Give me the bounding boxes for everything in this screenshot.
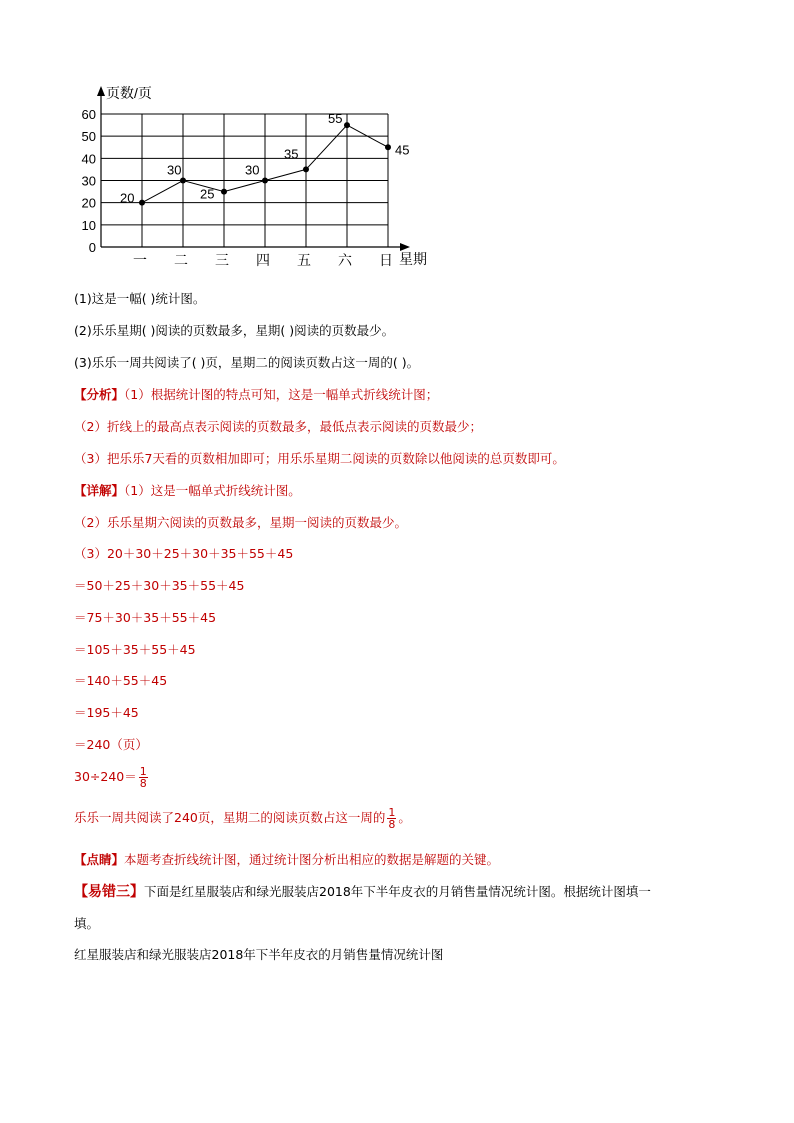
analysis-line-3: （3）把乐乐7天看的页数相加即可；用乐乐星期二阅读的页数除以他阅读的总页数即可。 <box>74 451 565 466</box>
line-chart <box>0 0 794 280</box>
question-3: (3)乐乐一周共阅读了( )页，星期二的阅读页数占这一周的( )。 <box>74 355 420 370</box>
x-tick-label: 六 <box>338 252 352 268</box>
y-tick-label: 10 <box>81 217 96 233</box>
data-label: 55 <box>328 111 343 127</box>
detail-text-1: （1）这是一幅单式折线统计图。 <box>124 483 301 498</box>
y-axis-label: 页数/页 <box>106 85 152 101</box>
y-tick-label: 0 <box>88 240 96 255</box>
data-point <box>180 178 186 184</box>
fraction-denominator: 8 <box>139 777 147 790</box>
analysis-tag: 【分析】 <box>74 387 125 402</box>
data-point <box>139 200 145 206</box>
calc-step: ＝75＋30＋35＋55＋45 <box>74 610 217 625</box>
calc-step: （3）20＋30＋25＋30＋35＋55＋45 <box>74 546 294 561</box>
x-tick-label: 二 <box>174 252 188 268</box>
y-tick-label: 40 <box>81 151 96 167</box>
calc-step: ＝195＋45 <box>74 705 139 720</box>
next-problem-line <box>74 883 651 901</box>
chart-grid <box>101 114 388 247</box>
conclusion-end: 。 <box>398 810 411 825</box>
x-tick-label: 一 <box>133 252 147 268</box>
data-point <box>385 144 391 150</box>
x-tick-label: 四 <box>256 252 270 268</box>
calc-step: ＝140＋55＋45 <box>74 673 168 688</box>
fraction <box>387 807 396 830</box>
x-tick-label: 五 <box>297 252 311 268</box>
detail-line-2: （2）乐乐星期六阅读的页数最多，星期一阅读的页数最少。 <box>74 515 407 530</box>
data-label: 20 <box>120 190 135 206</box>
x-tick-label: 三 <box>215 252 229 268</box>
data-point <box>262 178 268 184</box>
data-label: 30 <box>245 162 260 178</box>
x-tick-labels <box>133 252 393 268</box>
next-problem-line-2: 填。 <box>74 916 100 931</box>
y-tick-label: 50 <box>81 129 96 145</box>
conclusion-line <box>74 807 411 830</box>
division-line <box>74 766 150 789</box>
data-point <box>344 122 350 128</box>
data-label: 45 <box>395 142 410 158</box>
y-tick-labels <box>82 107 96 255</box>
analysis-text-1: （1）根据统计图的特点可知，这是一幅单式折线统计图； <box>124 387 439 402</box>
y-axis-arrow-icon <box>97 86 105 96</box>
fraction-denominator: 8 <box>388 818 396 831</box>
x-tick-label: 日 <box>379 252 393 268</box>
data-label: 35 <box>284 146 299 162</box>
x-axis-arrow-icon <box>400 243 410 251</box>
calc-step: ＝105＋35＋55＋45 <box>74 642 196 657</box>
data-label: 30 <box>167 162 182 178</box>
comment-line <box>74 851 499 869</box>
fraction <box>139 766 148 789</box>
division-text: 30÷240＝ <box>74 769 137 784</box>
fraction-numerator: 1 <box>139 765 147 778</box>
conclusion-text: 乐乐一周共阅读了240页，星期二的阅读页数占这一周的 <box>74 810 386 825</box>
data-point <box>303 166 309 172</box>
chart-caption: 红星服装店和绿光服装店2018年下半年皮衣的月销售量情况统计图 <box>74 947 444 962</box>
calc-step: ＝240（页） <box>74 737 148 752</box>
question-1: (1)这是一幅( )统计图。 <box>74 291 206 306</box>
data-label: 25 <box>200 186 215 202</box>
y-tick-label: 20 <box>81 195 96 211</box>
data-point <box>221 189 227 195</box>
detail-tag: 【详解】 <box>74 483 125 498</box>
x-axis-label: 星期 <box>399 251 427 267</box>
y-tick-label: 60 <box>81 107 96 122</box>
detail-line-1 <box>74 482 301 500</box>
analysis-line-1 <box>74 386 438 404</box>
calc-step: ＝50＋25＋30＋35＋55＋45 <box>74 578 245 593</box>
y-tick-label: 30 <box>81 173 96 189</box>
comment-tag: 【点睛】 <box>74 852 125 867</box>
next-problem-tag: 【易错三】 <box>74 884 144 900</box>
analysis-line-2: （2）折线上的最高点表示阅读的页数最多，最低点表示阅读的页数最少； <box>74 419 482 434</box>
comment-text: 本题考查折线统计图，通过统计图分析出相应的数据是解题的关键。 <box>124 852 500 867</box>
next-problem-text: 下面是红星服装店和绿光服装店2018年下半年皮衣的月销售量情况统计图。根据统计图填一 <box>144 884 651 899</box>
fraction-numerator: 1 <box>388 806 396 819</box>
question-2: (2)乐乐星期( )阅读的页数最多，星期( )阅读的页数最少。 <box>74 323 395 338</box>
